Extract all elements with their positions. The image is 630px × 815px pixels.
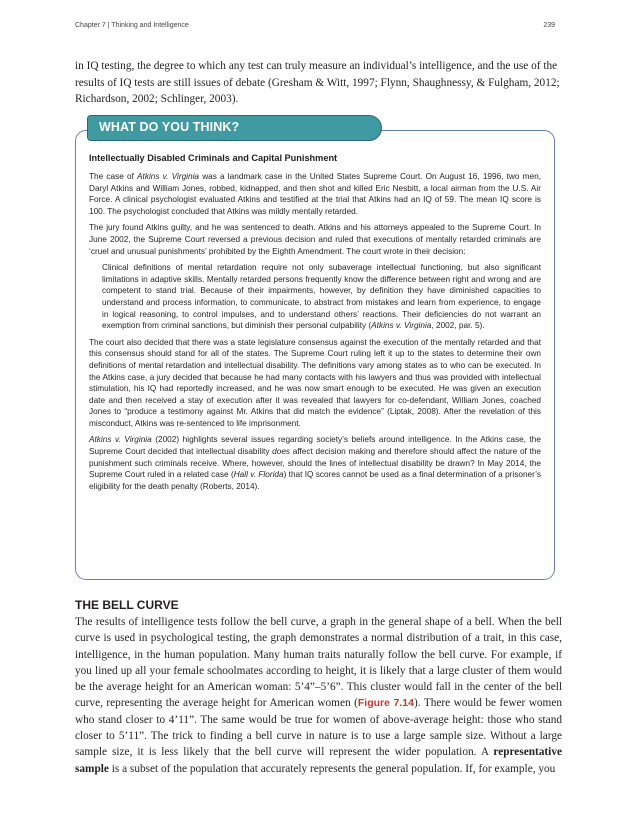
feature-paragraph-2: The jury found Atkins guilty, and he was sentenced to death. Atkins and his attorneys appealed to the Supreme Court. In June 2002, the Supreme Court reversed a previous decision and ruled that executions of mentally retarded criminals are ‘cruel and unusual punishments’ prohibited by the Eighth Amendment. The court wrote in their decision:: [89, 223, 541, 256]
text-run: affect decision making and therefore should affect the nature of the punishment such criminals receive. Where, however, should the lines of intellectual disability be drawn? In May 2014, the Supreme Court ruled in a related case (: [89, 447, 541, 480]
figure-link[interactable]: Figure 7.14: [357, 697, 414, 710]
case-name: Atkins v. Virginia: [137, 172, 200, 181]
chapter-label: Chapter 7 | Thinking and Intelligence: [75, 22, 189, 29]
text-run: ) that IQ scores cannot be used as a final determination of a prisoner’s eligibility for the death penalty (Roberts, 2014).: [89, 470, 541, 491]
case-name: Atkins v. Virginia: [89, 435, 152, 445]
feature-paragraph-3: The court also decided that there was a state legislature consensus against the execution of the mentally retarded and that this consensus should stand for all of the states. The Supreme Court ruling left it up to the states to determine their own definitions of mental retardation and intellectual disability. The definitions vary among states as to who can be executed. In the Atkins case, a jury decided that because he had many contacts with his lawyers and thus was provided with intellectual stimulation, his IQ had reportedly increased, and he was now smart enough to be executed. He was given an execution date and then received a stay of execution after it was revealed that lawyers for co-defendant, William Jones, coached Jones to “produce a testimony against Mr. Atkins that did match the evidence” (Liptak, 2008). After the revelation of this misconduct, Atkins was re-sentenced to life imprisonment.: [89, 337, 541, 428]
case-name: Atkins v. Virginia: [371, 321, 432, 331]
text-run: is a subset of the population that accurately represents the general population. If, for example, you: [108, 762, 556, 775]
feature-box-content: [89, 152, 541, 497]
feature-paragraph-1: [89, 171, 541, 217]
section-title: THE BELL CURVE: [75, 598, 179, 612]
text-run: (2002) highlights several issues regarding society’s beliefs around intelligence. In the Atkins case, the Supreme Court decided that intellectual disability: [89, 435, 541, 457]
court-quote: [89, 262, 541, 332]
text-run: , 2002, par. 5).: [431, 321, 485, 331]
text-run: ). There would be fewer women who stand closer to 4’11”. The same would be true for women of above-average height: those who stand closer to 5’11”. The trick to finding a bell curve in nature is to use a large sample size. Without a large sample size, it is less likely that the bell curve will represent the wider population. A: [75, 697, 562, 759]
text-run: The results of intelligence tests follow the bell curve, a graph in the general shape of a bell. When the bell curve is used in psychological testing, the graph demonstrates a normal distribution of a trait, in this case, intelligence, in the human population. Many human traits naturally follow the bell curve. For example, if you lined up all your female schoolmates according to height, it is likely that a large cluster of them would be the average height for an American woman: 5’4”–5’6”. This cluster would fall in the center of the bell curve, representing the average height for American women (: [75, 616, 562, 710]
text-run: Clinical definitions of mental retardation require not only subaverage intellectual functioning, but also significant limitations in adaptive skills. Mentally retarded persons frequently know the difference between right and wrong and are competent to stand trial. Because of their impairments, however, by definition they have diminished capacities to understand and process information, to communicate, to abstract from mistakes and learn from experience, to engage in logical reasoning, to control impulses, and to understand others’ reactions. Their deficiencies do not warrant an exemption from criminal sanctions, but diminish their personal culpability (: [102, 263, 541, 331]
page-number: 239: [543, 22, 555, 29]
case-name: Hall v. Florida: [233, 470, 284, 480]
feature-paragraph-4: [89, 434, 541, 492]
running-head: [75, 22, 555, 29]
emphasis: does: [272, 447, 291, 457]
key-term: representative sample: [75, 746, 562, 775]
text-run: The case of: [89, 172, 138, 181]
feature-box-label: WHAT DO YOU THINK?: [87, 115, 382, 141]
intro-paragraph: in IQ testing, the degree to which any test can truly measure an individual’s intelligence, and the use of the results of IQ tests are still issues of debate (Gresham & Witt, 1997; Flynn, Shaughnessy, & Fulgham, 2012; Richardson, 2002; Schlinger, 2003).: [75, 60, 560, 105]
bell-curve-paragraph: [75, 614, 562, 777]
feature-box-title: Intellectually Disabled Criminals and Capital Punishment: [89, 153, 338, 163]
text-run: was a landmark case in the United States Supreme Court. On August 16, 1996, two men, Daryl Atkins and William Jones, robbed, kidnapped, and then shot and killed Eric Nesbitt, a local airman from the U.S. Air Force. A clinical psychologist evaluated Atkins and testified at the trial that Atkins had an IQ of 59. The mean IQ score is 100. The psychologist concluded that Atkins was mildly mentally retarded.: [89, 172, 541, 216]
